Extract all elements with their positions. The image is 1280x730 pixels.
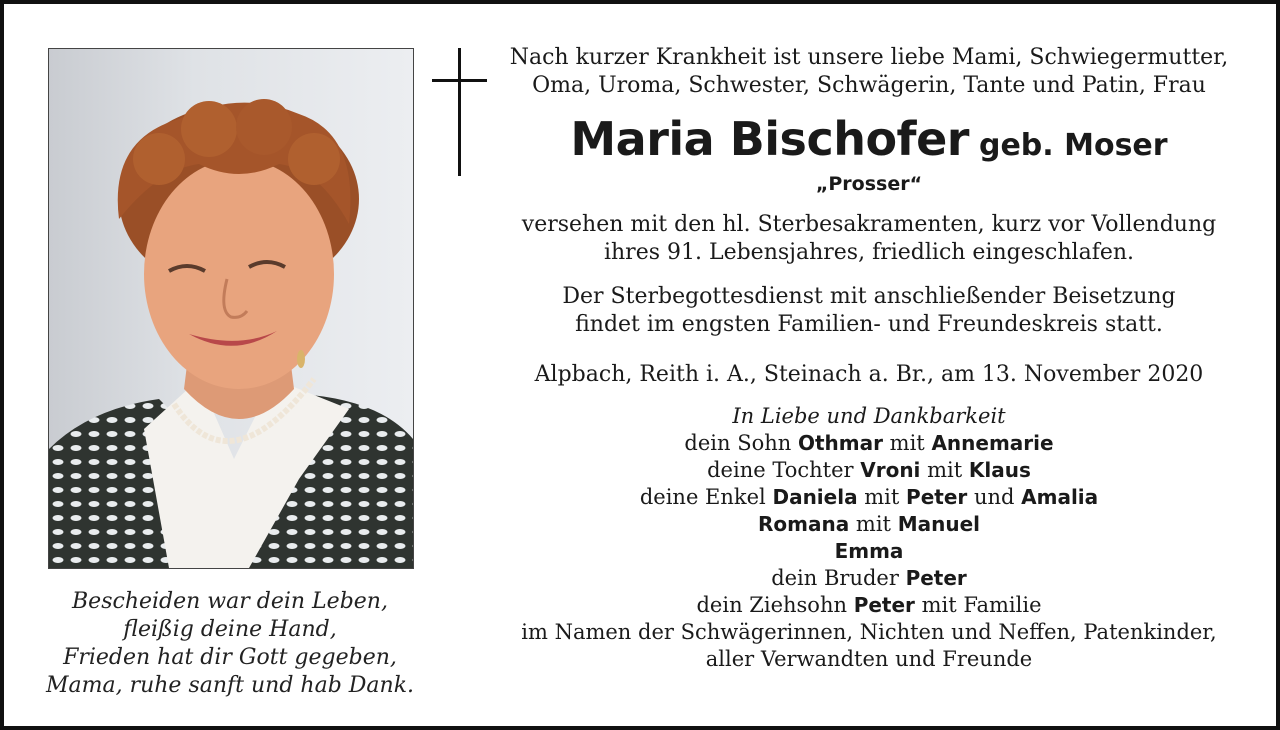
relation: dein Bruder bbox=[771, 566, 899, 590]
family-name: Emma bbox=[834, 539, 904, 563]
service-line: findet im engsten Familien- und Freundeskreis statt. bbox=[575, 312, 1163, 337]
passing-line: versehen mit den hl. Sterbesakramenten, kurz vor Vollendung bbox=[521, 212, 1217, 237]
family-name: Peter bbox=[853, 593, 915, 617]
family-name: Annemarie bbox=[931, 431, 1054, 455]
intro-line: Oma, Uroma, Schwester, Schwägerin, Tante und Patin, Frau bbox=[532, 73, 1206, 98]
cross-icon bbox=[458, 48, 461, 176]
connector: mit bbox=[927, 458, 963, 482]
maiden-name: geb. Moser bbox=[978, 128, 1168, 163]
family-line bbox=[474, 430, 1264, 457]
relation: deine Tochter bbox=[707, 458, 854, 482]
nickname: „Prosser“ bbox=[815, 173, 923, 195]
service-line: Der Sterbegottesdienst mit anschließender Beisetzung bbox=[562, 284, 1176, 309]
family-line bbox=[474, 484, 1264, 511]
family-name: Amalia bbox=[1021, 485, 1099, 509]
portrait-illustration bbox=[49, 49, 413, 568]
family-name: Peter bbox=[905, 566, 967, 590]
family-name: Peter bbox=[906, 485, 968, 509]
family-name: Klaus bbox=[968, 458, 1031, 482]
obituary-text bbox=[474, 44, 1264, 673]
connector: und bbox=[973, 485, 1015, 509]
connector: mit bbox=[855, 512, 891, 536]
verse-line: Bescheiden war dein Leben, bbox=[72, 589, 388, 614]
deceased-name-row bbox=[474, 108, 1264, 181]
portrait-photo bbox=[48, 48, 414, 569]
deceased-name: Maria Bischofer bbox=[570, 112, 969, 166]
intro-line: Nach kurzer Krankheit ist unsere liebe Mami, Schwiegermutter, bbox=[509, 45, 1229, 70]
relation: deine Enkel bbox=[639, 485, 766, 509]
relation: dein Ziehsohn bbox=[696, 593, 848, 617]
connector: mit bbox=[864, 485, 900, 509]
family-line bbox=[474, 592, 1264, 619]
passing-line: ihres 91. Lebensjahres, friedlich eingeschlafen. bbox=[603, 240, 1135, 265]
verse-line: Frieden hat dir Gott gegeben, bbox=[63, 645, 397, 670]
family-line bbox=[474, 565, 1264, 592]
memorial-verse bbox=[24, 588, 436, 700]
family-name: Othmar bbox=[797, 431, 883, 455]
family-name: Manuel bbox=[897, 512, 980, 536]
relation: dein Sohn bbox=[684, 431, 792, 455]
family-name: Vroni bbox=[860, 458, 921, 482]
family-line: aller Verwandten und Freunde bbox=[705, 647, 1033, 671]
family-intro: In Liebe und Dankbarkeit bbox=[732, 404, 1006, 428]
family-line bbox=[474, 457, 1264, 484]
service-text bbox=[474, 283, 1264, 339]
family-line bbox=[474, 511, 1264, 538]
verse-line: Mama, ruhe sanft und hab Dank. bbox=[45, 673, 415, 698]
family-name: Romana bbox=[758, 512, 850, 536]
connector: mit Familie bbox=[921, 593, 1042, 617]
family-name: Daniela bbox=[772, 485, 858, 509]
family-line bbox=[474, 538, 1264, 565]
family-line: im Namen der Schwägerinnen, Nichten und Neffen, Patenkinder, bbox=[521, 620, 1217, 644]
passing-text bbox=[474, 211, 1264, 267]
verse-line: fleißig deine Hand, bbox=[123, 617, 337, 642]
place-date: Alpbach, Reith i. A., Steinach a. Br., am 13. November 2020 bbox=[534, 362, 1204, 387]
connector: mit bbox=[889, 431, 925, 455]
